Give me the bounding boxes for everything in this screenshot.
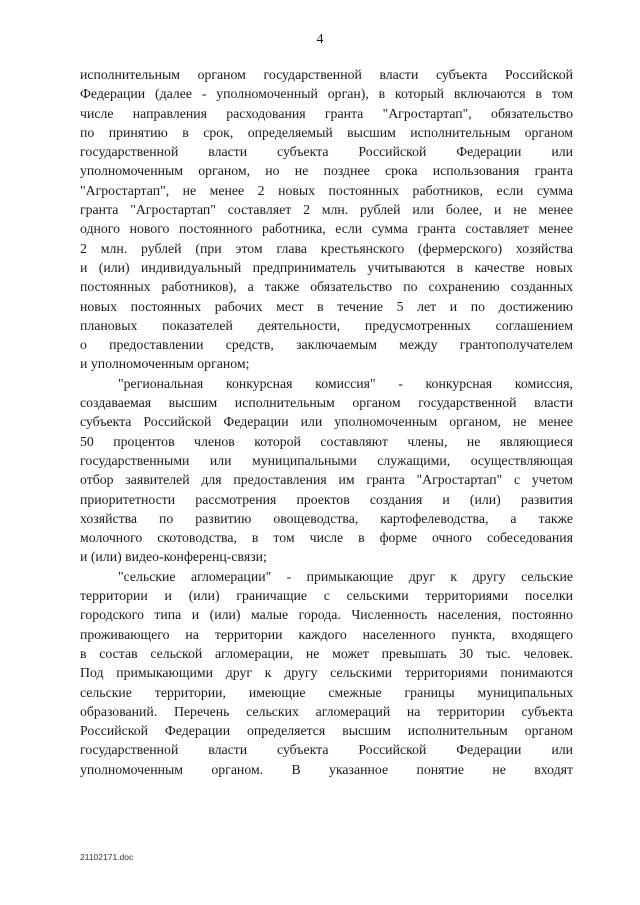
text-line: постоянных работников), а также обязательство по сохранению созданных bbox=[80, 279, 573, 295]
text-line: гранта "Агростартап" составляет 2 млн. рублей или более, и не менее bbox=[80, 202, 573, 218]
text-line: приоритетности рассмотрения проектов создания и (или) развития bbox=[80, 491, 573, 507]
text-line: одного нового постоянного работника, если сумма гранта составляет менее bbox=[80, 221, 573, 237]
text-line: в состав сельской агломерации, не может превышать 30 тыс. человек. bbox=[80, 645, 573, 661]
file-name-footer: 21102171.doc bbox=[80, 852, 134, 862]
text-line: плановых показателей деятельности, предусмотренных соглашением bbox=[80, 317, 573, 333]
text-line: и (или) видео-конференц-связи; bbox=[80, 549, 267, 565]
text-line: новых постоянных рабочих мест в течение 5 лет и по достижению bbox=[80, 298, 573, 314]
text-line: государственной власти субъекта Российской Федерации или bbox=[80, 144, 573, 160]
text-line: проживающего на территории каждого населенного пункта, входящего bbox=[80, 626, 573, 642]
text-line: о предоставлении средств, заключаемым между грантополучателем bbox=[80, 337, 573, 353]
text-line: Федерации (далее - уполномоченный орган), в который включаются в том bbox=[80, 86, 573, 102]
text-line: сельские территории, имеющие смежные границы муниципальных bbox=[80, 684, 573, 700]
text-line: исполнительным органом государственной власти субъекта Российской bbox=[80, 67, 573, 82]
text-line: субъекта Российской Федерации или уполномоченным органом, не менее bbox=[80, 414, 573, 430]
text-line: по принятию в срок, определяемый высшим исполнительным органом bbox=[80, 124, 573, 140]
text-line: 50 процентов членов которой составляют члены, не являющиеся bbox=[80, 433, 573, 449]
text-line: числе направления расходования гранта "Агростартап", обязательство bbox=[80, 105, 573, 121]
text-line: государственными или муниципальными служащими, осуществляющая bbox=[80, 452, 573, 468]
page-number: 4 bbox=[316, 32, 324, 47]
text-line: городского типа и (или) малые города. Численность населения, постоянно bbox=[80, 607, 573, 623]
text-line: "Агростартап", не менее 2 новых постоянных работников, если сумма bbox=[80, 182, 573, 198]
body-text bbox=[80, 65, 573, 779]
text-line: "региональная конкурсная комиссия" - конкурсная комиссия, bbox=[118, 375, 573, 391]
text-line: 2 млн. рублей (при этом глава крестьянского (фермерского) хозяйства bbox=[80, 240, 573, 256]
text-line: Российской Федерации определяется высшим исполнительным органом bbox=[80, 723, 573, 739]
text-line: территории и (или) граничащие с сельскими территориями поселки bbox=[80, 588, 573, 604]
text-line: государственной власти субъекта Российской Федерации или bbox=[80, 742, 573, 758]
text-line: и (или) индивидуальный предприниматель учитываются в качестве новых bbox=[80, 259, 573, 275]
text-line: уполномоченным органом, но не позднее срока использования гранта bbox=[80, 163, 573, 179]
text-line: отбор заявителей для предоставления им гранта "Агростартап" с учетом bbox=[80, 472, 573, 488]
text-line: "сельские агломерации" - примыкающие друг к другу сельские bbox=[118, 568, 573, 584]
text-line: молочного скотоводства, в том числе в форме очного собеседования bbox=[80, 530, 573, 546]
text-line: Под примыкающими друг к другу сельскими территориями понимаются bbox=[80, 665, 573, 681]
text-line: создаваемая высшим исполнительным органом государственной власти bbox=[80, 395, 573, 411]
text-line: уполномоченным органом. В указанное понятие не входят bbox=[80, 761, 573, 777]
text-line: и уполномоченным органом; bbox=[80, 356, 250, 372]
text-line: хозяйства по развитию овощеводства, картофелеводства, а также bbox=[80, 510, 573, 526]
text-line: образований. Перечень сельских агломераций на территории субъекта bbox=[80, 703, 573, 719]
